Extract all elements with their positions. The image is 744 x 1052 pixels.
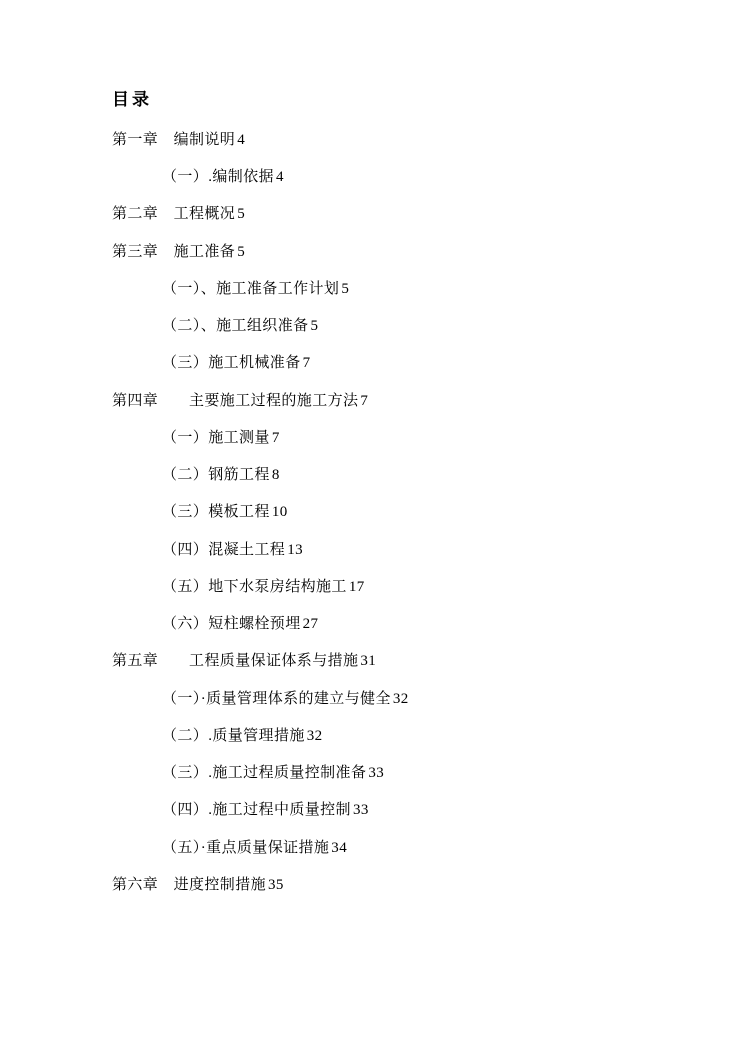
toc-entry[interactable] [112,279,648,301]
toc-entry-label: （一）施工测量 [162,429,270,446]
toc-entry-label: （三）.施工过程质量控制准备 [162,765,367,782]
toc-entry[interactable] [112,763,648,785]
toc-entry[interactable] [112,428,648,450]
toc-entry[interactable] [112,130,648,152]
toc-entry[interactable] [112,204,648,226]
toc-entry-label: 第六章 进度控制措施 [112,876,267,893]
toc-entry[interactable] [112,577,648,599]
toc-entry-label: （二）、施工组织准备 [162,318,309,335]
toc-entry-page-number: 33 [368,765,385,782]
toc-entry-label: 第三章 施工准备 [112,243,236,260]
toc-entry[interactable] [112,875,648,897]
toc-entry-page-number: 17 [348,578,365,595]
table-of-contents [112,130,648,897]
toc-entry-page-number: 35 [268,876,284,893]
toc-entry-label: （一）.编制依据 [162,169,274,186]
toc-entry-page-number: 10 [271,504,288,521]
toc-entry[interactable] [112,353,648,375]
toc-entry-label: 第二章 工程概况 [112,206,236,223]
toc-entry-label: 第五章 工程质量保证体系与措施 [112,653,359,670]
toc-entry-page-number: 7 [360,392,369,409]
toc-entry[interactable] [112,651,648,673]
toc-entry-label: （六）短柱螺栓预埋 [162,616,301,633]
toc-entry-label: 第四章 主要施工过程的施工方法 [112,392,359,409]
toc-entry-label: （四）.施工过程中质量控制 [162,802,351,819]
toc-entry[interactable] [112,316,648,338]
toc-entry-page-number: 5 [237,206,246,223]
toc-entry-page-number: 27 [302,616,319,633]
toc-entry-page-number: 5 [237,243,246,260]
toc-entry[interactable] [112,465,648,487]
toc-entry-page-number: 5 [310,318,319,335]
toc-entry-label: （二）.质量管理措施 [162,727,305,744]
toc-entry-page-number: 4 [237,131,246,148]
toc-entry-label: （一）·质量管理体系的建立与健全 [162,690,391,707]
toc-entry-page-number: 34 [331,839,348,856]
toc-entry[interactable] [112,838,648,860]
toc-entry-page-number: 4 [275,169,284,186]
toc-entry[interactable] [112,614,648,636]
toc-entry-page-number: 8 [271,467,280,484]
toc-entry[interactable] [112,502,648,524]
page-title: 目录 [112,90,152,109]
toc-entry-page-number: 31 [360,653,377,670]
toc-entry-label: （二）钢筋工程 [162,467,270,484]
toc-entry[interactable] [112,242,648,264]
toc-entry[interactable] [112,689,648,711]
toc-entry-label: （四）混凝土工程 [162,541,286,558]
toc-entry-label: （五）地下水泵房结构施工 [162,578,347,595]
toc-entry-page-number: 13 [287,541,304,558]
toc-entry-label: （五）·重点质量保证措施 [162,839,330,856]
toc-entry-label: （三）模板工程 [162,504,270,521]
toc-entry-page-number: 32 [306,727,323,744]
toc-entry-page-number: 33 [352,802,369,819]
toc-entry-page-number: 7 [271,429,280,446]
toc-entry-label: （三）施工机械准备 [162,355,301,372]
toc-entry[interactable] [112,391,648,413]
toc-entry-page-number: 7 [302,355,311,372]
toc-entry[interactable] [112,167,648,189]
toc-entry[interactable] [112,800,648,822]
toc-entry-label: （一）、施工准备工作计划 [162,280,340,297]
toc-entry-page-number: 5 [341,280,350,297]
toc-entry[interactable] [112,726,648,748]
toc-entry-page-number: 32 [392,690,409,707]
toc-entry-label: 第一章 编制说明 [112,131,236,148]
toc-entry[interactable] [112,540,648,562]
